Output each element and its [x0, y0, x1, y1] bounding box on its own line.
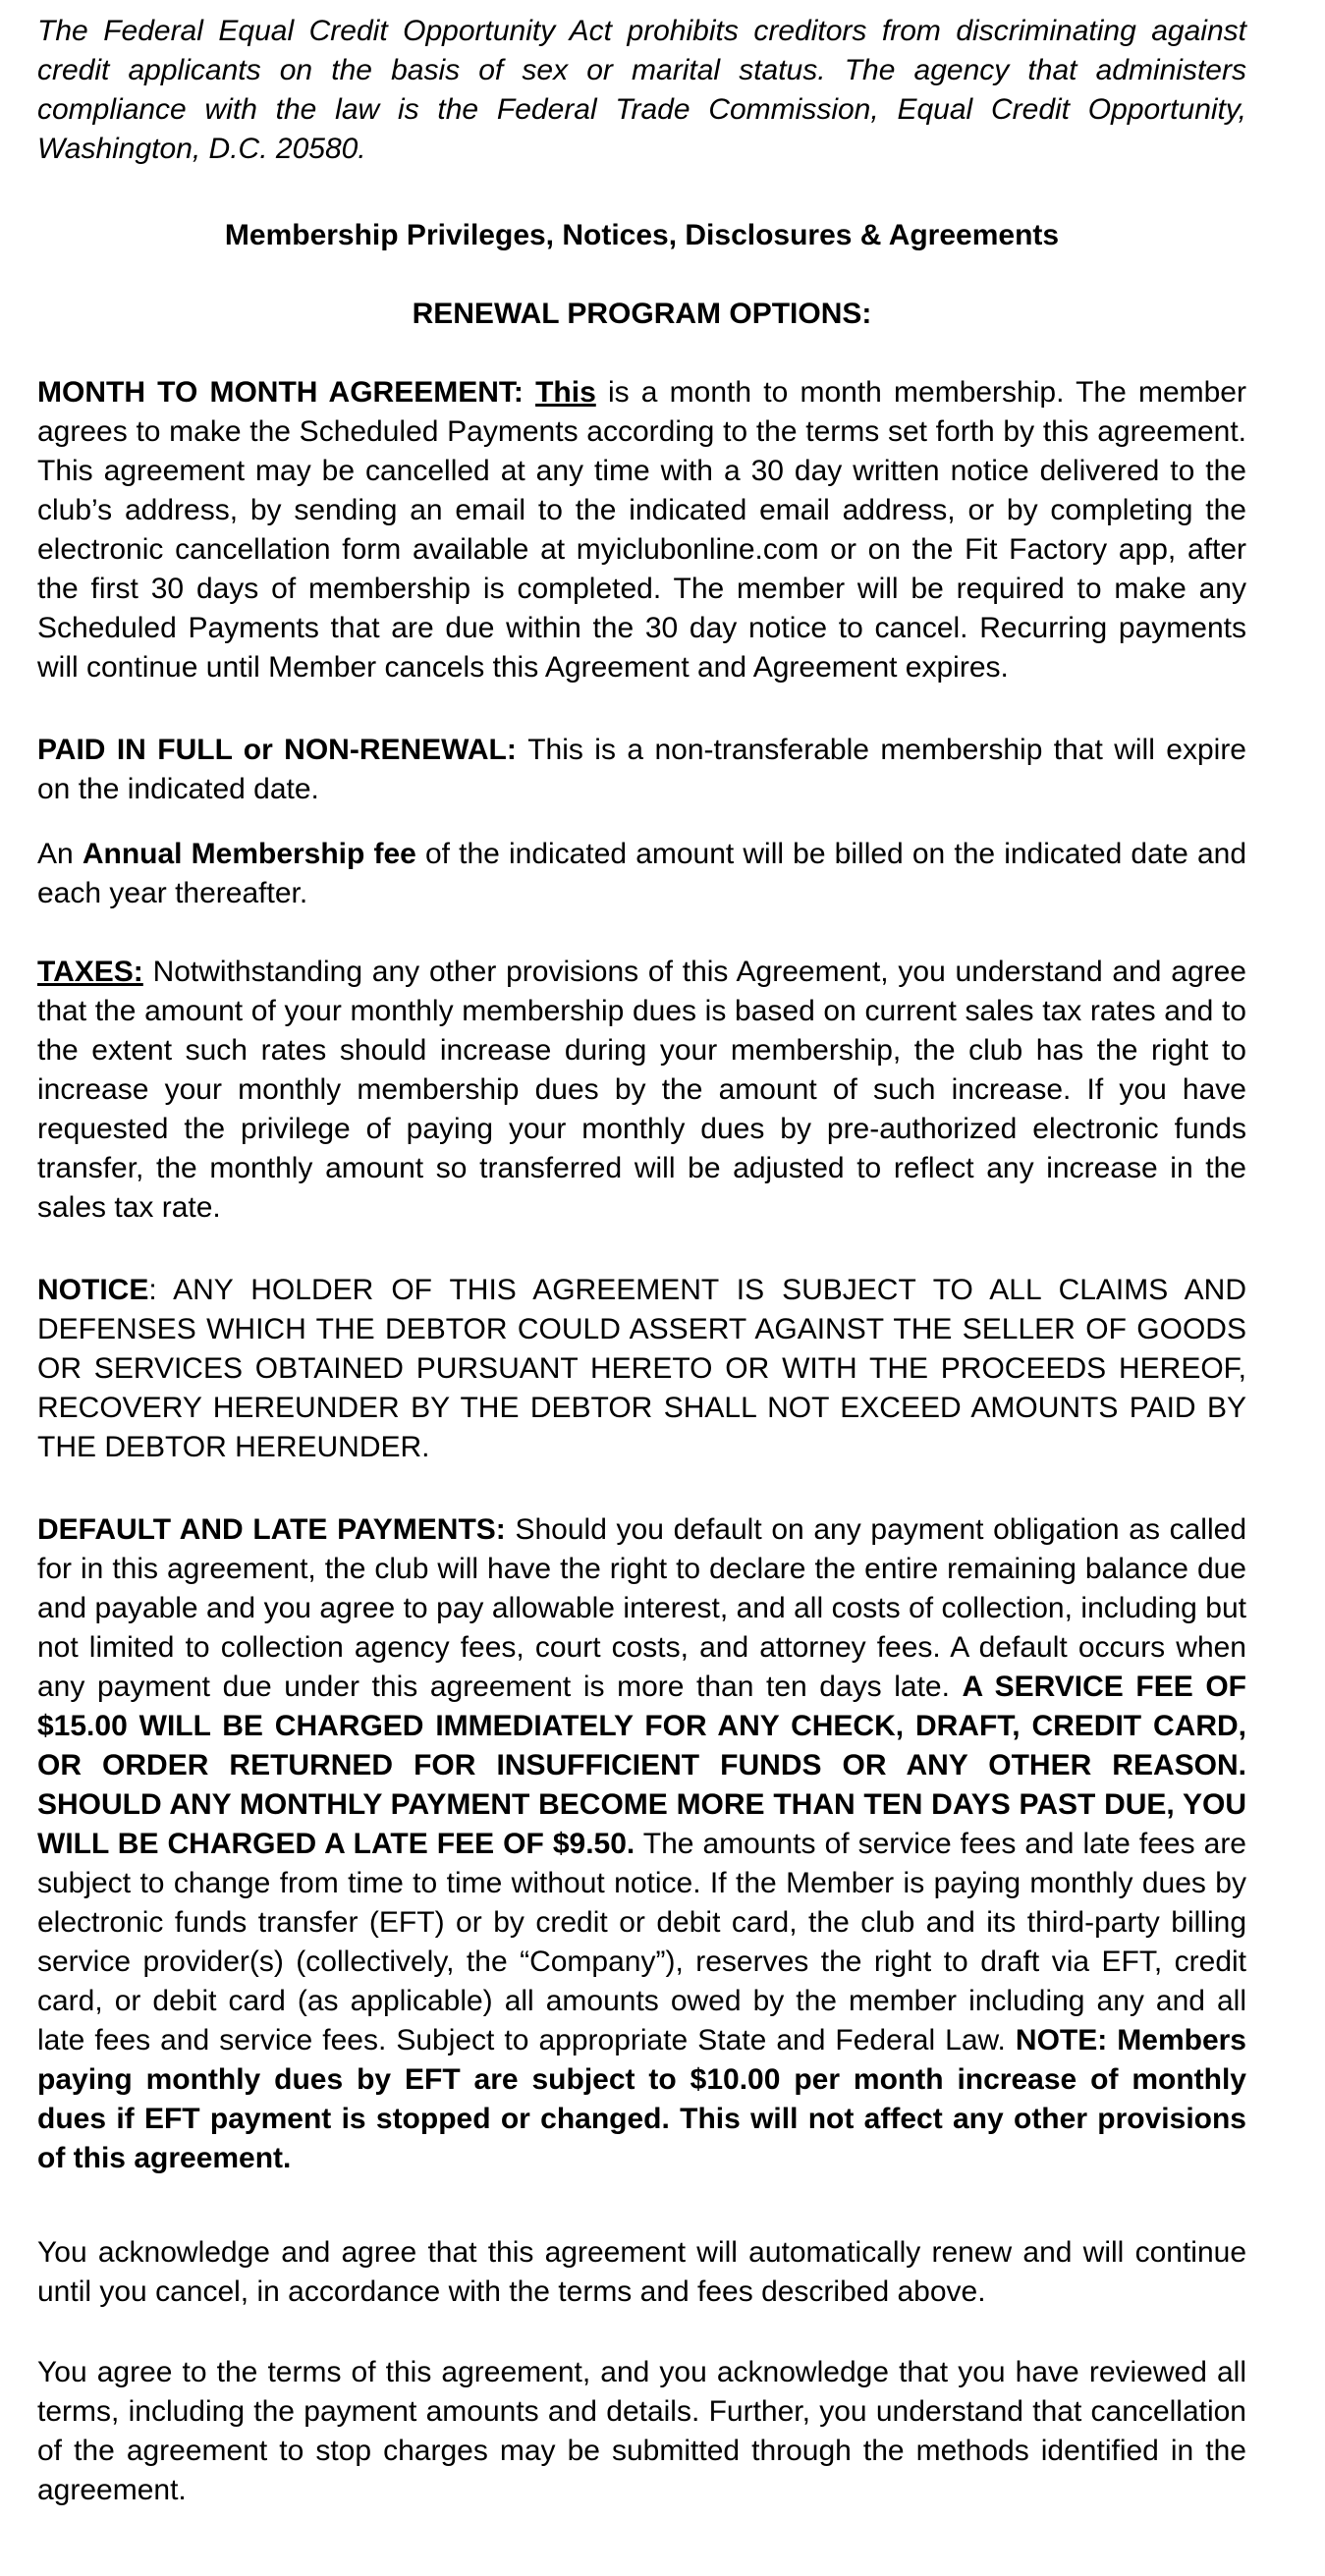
text-run: You acknowledge and agree that this agreement will automatically renew and will continue until you cancel, in accordance with the terms and fees described above. — [37, 2236, 1246, 2308]
text-run: An — [37, 838, 83, 870]
text-run: Annual Membership fee — [82, 838, 416, 870]
text-run: This — [535, 376, 596, 409]
membership-privileges-heading: Membership Privileges, Notices, Disclosures & Agreements — [224, 219, 1060, 251]
text-run: is a month to month membership. The member agrees to make the Scheduled Payments according to the terms set forth by this agreement. This agreement may be cancelled at any time with a 30 day written notice delivered to the club’s address, by sending an email to the indicated email address, or by completing the electronic cancellation form available at myiclubonline.com or on the Fit Factory app, after the first 30 days of membership is completed. The member will be required to make any Scheduled Payments that are due within the 30 day notice to cancel. Recurring payments will continue until Member cancels this Agreement and Agreement expires. — [37, 376, 1246, 684]
text-run: The amounts of service fees and late fees are subject to change from time to time without notice. If the Member is paying monthly dues by electronic funds transfer (EFT) or by credit or debit card, the club and its third-party billing service provider(s) (collectively, the “Company”), reserves the right to draft via EFT, credit card, or debit card (as applicable) all amounts owed by the member including any and all late fees and service fees. Subject to appropriate State and Federal Law. — [37, 1828, 1246, 2056]
month-to-month-agreement-paragraph — [37, 373, 1246, 687]
text-run: PAID IN FULL or NON-RENEWAL: — [37, 734, 528, 766]
text-run: Should you default on any payment obligation as called for in this agreement, the club will have the right to declare the entire remaining balance due and payable and you agree to pay allowable interest, and all costs of collection, including but not limited to collection agency fees, court costs, and attorney fees. A default occurs when any payment due under this agreement is more than ten days late. — [37, 1513, 1246, 1703]
holder-notice-paragraph — [37, 1271, 1246, 1467]
text-run: NOTE: Members paying monthly dues by EFT are subject to $10.00 per month increase of monthly dues if EFT payment is stopped or changed. This will not affect any other provisions of this agreement. — [37, 2024, 1246, 2174]
text-run: The Federal Equal Credit Opportunity Act prohibits creditors from discriminating against credit applicants on the basis of sex or marital status. The agency that administers compliance with the law is the Federal Trade Commission, Equal Credit Opportunity, Washington, D.C. 20580. — [37, 15, 1246, 165]
auto-renewal-paragraph — [37, 2233, 1246, 2312]
ecoa-notice-paragraph — [37, 12, 1246, 169]
text-run: NOTICE — [37, 1274, 149, 1306]
annual-membership-fee-paragraph — [37, 835, 1246, 913]
default-and-late-payments-paragraph — [37, 1510, 1246, 2178]
paid-in-full-paragraph — [37, 731, 1246, 809]
text-run: : ANY HOLDER OF THIS AGREEMENT IS SUBJECT TO ALL CLAIMS AND DEFENSES WHICH THE DEBTOR COULD ASSERT AGAINST THE SELLER OF GOODS OR SERVICES OBTAINED PURSUANT HERETO OR WITH THE PROCEEDS HEREOF, RECOVERY HEREUNDER BY THE DEBTOR SHALL NOT EXCEED AMOUNTS PAID BY THE DEBTOR HEREUNDER. — [37, 1274, 1246, 1463]
text-run: DEFAULT AND LATE PAYMENTS: — [37, 1513, 516, 1546]
text-run: A SERVICE FEE OF $15.00 WILL BE CHARGED IMMEDIATELY FOR ANY CHECK, DRAFT, CREDIT CARD, OR ORDER RETURNED FOR INSUFFICIENT FUNDS OR ANY OTHER REASON. SHOULD ANY MONTHLY PAYMENT BECOME MORE THAN TEN DAYS PAST DUE, YOU WILL BE CHARGED A LATE FEE OF $9.50. — [37, 1671, 1246, 1860]
text-run: MONTH TO MONTH AGREEMENT: — [37, 376, 536, 409]
text-run: TAXES: — [37, 956, 143, 988]
text-run: You agree to the terms of this agreement, and you acknowledge that you have reviewed all terms, including the payment amounts and details. Further, you understand that cancellation of the agreement to stop charges may be submitted through the methods identified in the agreement. — [37, 2356, 1246, 2506]
acceptance-paragraph — [37, 2353, 1246, 2510]
text-run: of the indicated amount will be billed on the indicated date and each year thereafter. — [37, 838, 1247, 909]
text-run: This is a non-transferable membership that will expire on the indicated date. — [37, 734, 1246, 805]
renewal-program-options-heading: RENEWAL PROGRAM OPTIONS: — [412, 298, 872, 330]
taxes-paragraph — [37, 953, 1246, 1228]
text-run: Notwithstanding any other provisions of this Agreement, you understand and agree that the amount of your monthly membership dues is based on current sales tax rates and to the extent such rates should increase during your membership, the club has the right to increase your monthly membership dues by the amount of such increase. If you have requested the privilege of paying your monthly dues by pre-authorized electronic funds transfer, the monthly amount so transferred will be adjusted to reflect any increase in the sales tax rate. — [37, 956, 1246, 1224]
